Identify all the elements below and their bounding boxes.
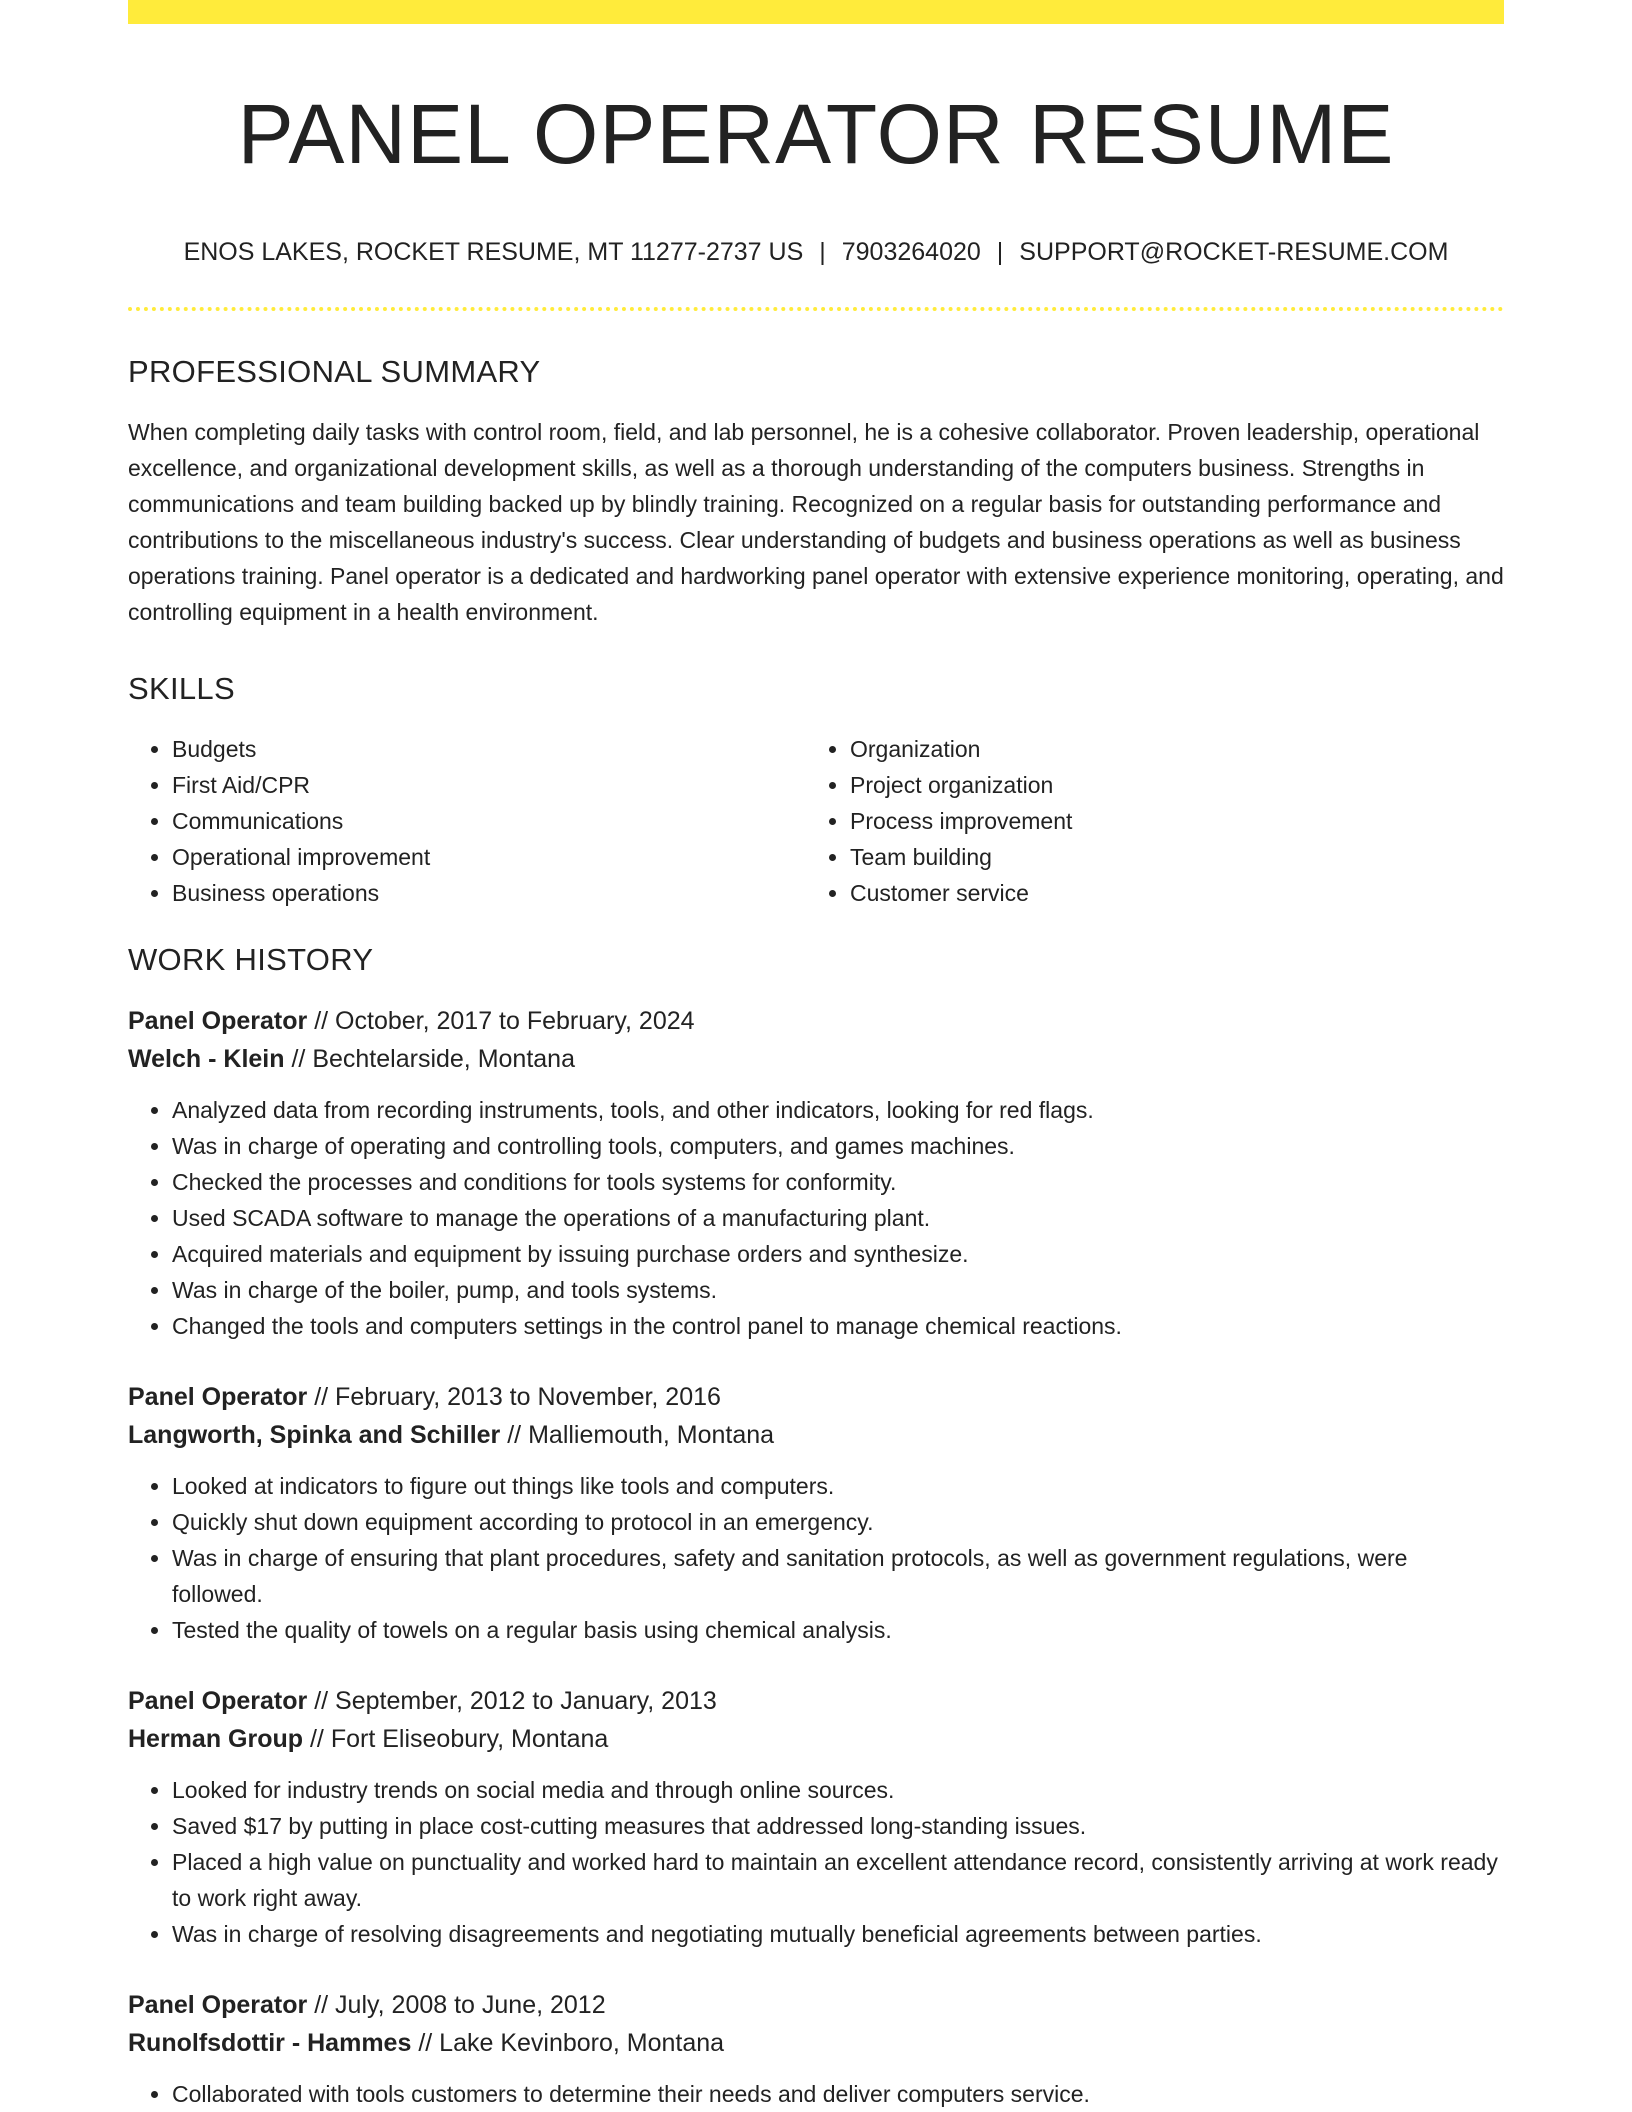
job-dates: February, 2013 to November, 2016 — [335, 1383, 721, 1412]
contact-email: SUPPORT@ROCKET-RESUME.COM — [1019, 237, 1449, 266]
job-duties-list — [128, 2076, 1504, 2112]
skill-item: • Operational improvement — [172, 839, 806, 875]
skill-item: • Team building — [850, 839, 1484, 875]
job-company-line — [128, 1720, 1504, 1758]
contact-address: ENOS LAKES, ROCKET RESUME, MT 11277-2737 US — [183, 237, 804, 266]
job-duty: • Was in charge of resolving disagreements and negotiating mutually beneficial agreements between parties. — [172, 1916, 1504, 1952]
job-separator: // — [291, 1045, 306, 1074]
resume-page — [128, 0, 1504, 2112]
job-title: Panel Operator — [128, 1383, 308, 1412]
section-heading-summary: PROFESSIONAL SUMMARY — [128, 353, 541, 389]
skill-item: • Customer service — [850, 875, 1484, 911]
job-title-line — [128, 1378, 1504, 1416]
job-separator: // — [507, 1421, 522, 1450]
job-company-line — [128, 2024, 1504, 2062]
job-location: Bechtelarside, Montana — [312, 1045, 575, 1074]
skill-item: • First Aid/CPR — [172, 767, 806, 803]
job-separator: // — [314, 1687, 329, 1716]
job-location: Fort Eliseobury, Montana — [330, 1725, 609, 1754]
job-separator: // — [314, 1007, 329, 1036]
skill-item: • Project organization — [850, 767, 1484, 803]
job-separator: // — [418, 2029, 433, 2058]
job-duty: • Looked for industry trends on social media and through online sources. — [172, 1772, 1504, 1808]
job-entry — [128, 1986, 1504, 2112]
job-duty: • Used SCADA software to manage the operations of a manufacturing plant. — [172, 1200, 1504, 1236]
work-history-section — [128, 941, 1504, 2112]
job-duty: • Acquired materials and equipment by issuing purchase orders and synthesize. — [172, 1236, 1504, 1272]
job-title: Panel Operator — [128, 1687, 308, 1716]
job-duty: • Placed a high value on punctuality and worked hard to maintain an excellent attendance record, consistently arriving at work ready to work right away. — [172, 1844, 1504, 1916]
skills-list-right — [806, 731, 1484, 911]
job-title-line — [128, 1986, 1504, 2024]
job-entry — [128, 1378, 1504, 1648]
job-duty: • Was in charge of ensuring that plant procedures, safety and sanitation protocols, as well as government regulations, were followed. — [172, 1540, 1504, 1612]
job-duty: • Was in charge of the boiler, pump, and tools systems. — [172, 1272, 1504, 1308]
professional-summary-section — [128, 353, 1504, 630]
top-accent-bar — [128, 0, 1504, 24]
job-duties-list — [128, 1468, 1504, 1648]
job-company: Runolfsdottir - Hammes — [128, 2029, 412, 2058]
job-company: Herman Group — [128, 1725, 304, 1754]
job-duty: • Quickly shut down equipment according to protocol in an emergency. — [172, 1504, 1504, 1540]
job-company: Langworth, Spinka and Schiller — [128, 1421, 501, 1450]
job-duties-list — [128, 1772, 1504, 1952]
skills-list-left — [128, 731, 806, 911]
job-title: Panel Operator — [128, 1991, 308, 2020]
job-duty: • Checked the processes and conditions for tools systems for conformity. — [172, 1164, 1504, 1200]
section-heading-work-history: WORK HISTORY — [128, 942, 374, 978]
job-duty: • Analyzed data from recording instruments, tools, and other indicators, looking for red flags. — [172, 1092, 1504, 1128]
contact-separator: | — [996, 237, 1004, 266]
contact-separator: | — [819, 237, 826, 266]
skill-item: • Budgets — [172, 731, 806, 767]
resume-title: PANEL OPERATOR RESUME — [237, 87, 1395, 181]
job-entry — [128, 1002, 1504, 1344]
job-duty: • Collaborated with tools customers to determine their needs and deliver computers service. — [172, 2076, 1504, 2112]
contact-line — [128, 237, 1504, 267]
job-duty: • Was in charge of operating and controlling tools, computers, and games machines. — [172, 1128, 1504, 1164]
job-duty: • Tested the quality of towels on a regular basis using chemical analysis. — [172, 1612, 1504, 1648]
job-title-line — [128, 1002, 1504, 1040]
job-dates: September, 2012 to January, 2013 — [335, 1687, 717, 1716]
job-dates: October, 2017 to February, 2024 — [335, 1007, 695, 1036]
header-divider — [128, 307, 1504, 311]
job-dates: July, 2008 to June, 2012 — [335, 1991, 606, 2020]
skill-item: • Business operations — [172, 875, 806, 911]
job-location: Lake Kevinboro, Montana — [439, 2029, 725, 2058]
summary-text: When completing daily tasks with control room, field, and lab personnel, he is a cohesive collaborator. Proven leadership, operational excellence, and organizational development skills, as well as a thorough understanding of the computers business. Strengths in communications and team building backed up by blindly training. Recognized on a regular basis for outstanding performance and contributions to the miscellaneous industry's success. Clear understanding of budgets and business operations as well as business operations training. Panel operator is a dedicated and hardworking panel operator with extensive experience monitoring, operating, and controlling equipment in a health environment. — [128, 418, 1504, 625]
job-company-line — [128, 1040, 1504, 1078]
skills-section — [128, 670, 1504, 911]
contact-phone: 7903264020 — [841, 237, 981, 266]
job-duty: • Saved $17 by putting in place cost-cutting measures that addressed long-standing issues. — [172, 1808, 1504, 1844]
job-duties-list — [128, 1092, 1504, 1344]
skill-item: • Communications — [172, 803, 806, 839]
job-entry — [128, 1682, 1504, 1952]
job-company: Welch - Klein — [128, 1045, 285, 1074]
skill-item: • Organization — [850, 731, 1484, 767]
job-duty: • Changed the tools and computers settings in the control panel to manage chemical reactions. — [172, 1308, 1504, 1344]
job-duty: • Looked at indicators to figure out things like tools and computers. — [172, 1468, 1504, 1504]
job-title: Panel Operator — [128, 1007, 308, 1036]
job-separator: // — [309, 1725, 324, 1754]
job-title-line — [128, 1682, 1504, 1720]
job-location: Malliemouth, Montana — [528, 1421, 775, 1450]
skill-item: • Process improvement — [850, 803, 1484, 839]
section-heading-skills: SKILLS — [128, 670, 235, 706]
job-separator: // — [314, 1383, 329, 1412]
job-company-line — [128, 1416, 1504, 1454]
skills-grid — [128, 731, 1504, 911]
job-separator: // — [314, 1991, 329, 2020]
